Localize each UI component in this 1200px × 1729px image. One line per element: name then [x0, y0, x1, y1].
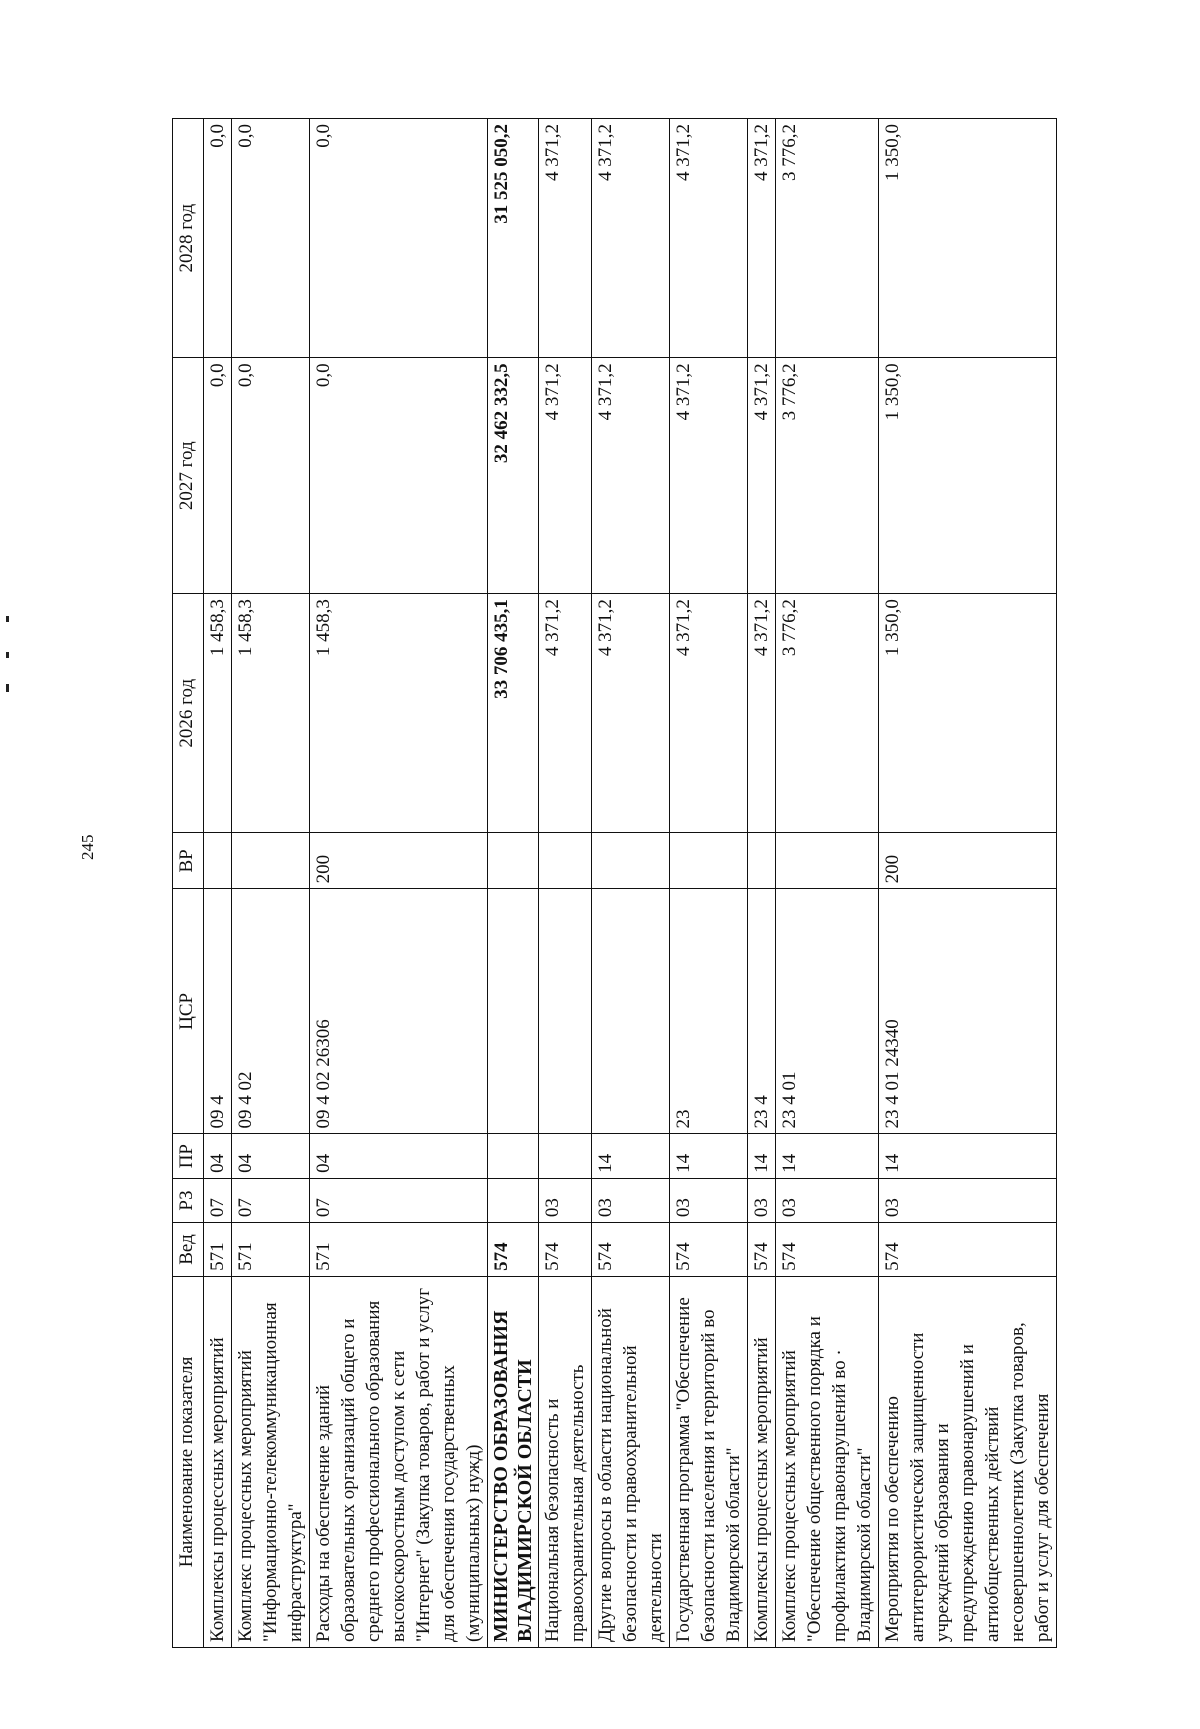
- cell-2027: 4 371,2: [539, 358, 592, 594]
- cell-2027: 3 776,2: [776, 358, 879, 594]
- header-pr: ПР: [173, 1134, 204, 1178]
- cell-2028: 4 371,2: [748, 119, 776, 358]
- cell-pr: 14: [670, 1134, 748, 1178]
- cell-name: Мероприятия по обеспечению антитеррористической защищенности учреждений образования и предупреждению правонарушений и антиобщественных действий несовершеннолетних (Закупка товаров, работ и услуг для обеспечения: [879, 1276, 1057, 1647]
- header-2027: 2027 год: [173, 358, 204, 594]
- cell-vr: [776, 833, 879, 889]
- cell-2027: 32 462 332,5: [488, 358, 539, 594]
- cell-rz: 03: [748, 1178, 776, 1222]
- cell-rz: 07: [310, 1178, 488, 1222]
- cell-rz: 07: [232, 1178, 310, 1222]
- budget-table-rotated: [172, 118, 1118, 1648]
- cell-pr: [539, 1134, 592, 1178]
- cell-csr: [488, 889, 539, 1134]
- cell-rz: 07: [204, 1178, 232, 1222]
- cell-2028: 0,0: [232, 119, 310, 358]
- cell-2027: 0,0: [204, 358, 232, 594]
- cell-ved: 574: [592, 1223, 670, 1277]
- header-2028: 2028 год: [173, 119, 204, 358]
- cell-name: Расходы на обеспечение зданий образовательных организаций общего и среднего профессионального образования высокоскоростным доступом к сети "Интернет" (Закупка товаров, работ и услуг для обеспечения государственных (муниципальных) нужд): [310, 1276, 488, 1647]
- cell-ved: 574: [776, 1223, 879, 1277]
- table-row: [879, 119, 1057, 1648]
- cell-name: Государственная программа "Обеспечение безопасности населения и территорий во Владимирской области": [670, 1276, 748, 1647]
- cell-name: Комплекс процессных мероприятий "Информационно-телекоммуникационная инфраструктура": [232, 1276, 310, 1647]
- cell-name: Комплекс процессных мероприятий "Обеспечение общественного порядка и профилактики правонарушений во · Владимирской области": [776, 1276, 879, 1647]
- cell-vr: [539, 833, 592, 889]
- cell-ved: 574: [488, 1223, 539, 1277]
- table-row: [232, 119, 310, 1648]
- cell-csr: 09 4 02 26306: [310, 889, 488, 1134]
- cell-2028: 4 371,2: [592, 119, 670, 358]
- cell-2027: 0,0: [310, 358, 488, 594]
- cell-ved: 571: [310, 1223, 488, 1277]
- cell-rz: 03: [879, 1178, 1057, 1222]
- cell-csr: 23 4 01 24340: [879, 889, 1057, 1134]
- cell-csr: 23: [670, 889, 748, 1134]
- cell-2028: 4 371,2: [670, 119, 748, 358]
- cell-name: МИНИСТЕРСТВО ОБРАЗОВАНИЯ ВЛАДИМИРСКОЙ ОБЛАСТИ: [488, 1276, 539, 1647]
- cell-pr: 14: [879, 1134, 1057, 1178]
- cell-pr: 04: [310, 1134, 488, 1178]
- header-2026: 2026 год: [173, 594, 204, 833]
- cell-vr: [204, 833, 232, 889]
- cell-pr: 04: [232, 1134, 310, 1178]
- cell-pr: [488, 1134, 539, 1178]
- cell-rz: 03: [592, 1178, 670, 1222]
- cell-csr: 09 4: [204, 889, 232, 1134]
- cell-pr: 14: [748, 1134, 776, 1178]
- cell-2026: 1 458,3: [310, 594, 488, 833]
- cell-ved: 571: [232, 1223, 310, 1277]
- cell-2027: 4 371,2: [592, 358, 670, 594]
- header-rz: РЗ: [173, 1178, 204, 1222]
- scan-mark: [6, 652, 9, 658]
- table-header-row: [173, 119, 204, 1648]
- cell-vr: [488, 833, 539, 889]
- cell-rz: [488, 1178, 539, 1222]
- cell-2026: 33 706 435,1: [488, 594, 539, 833]
- cell-csr: [592, 889, 670, 1134]
- cell-2028: 4 371,2: [539, 119, 592, 358]
- table-row-ministry: [488, 119, 539, 1648]
- cell-vr: [670, 833, 748, 889]
- cell-vr: [748, 833, 776, 889]
- cell-2026: 4 371,2: [539, 594, 592, 833]
- cell-2026: 1 350,0: [879, 594, 1057, 833]
- cell-ved: 574: [670, 1223, 748, 1277]
- cell-2026: 1 458,3: [232, 594, 310, 833]
- cell-2028: 31 525 050,2: [488, 119, 539, 358]
- cell-vr: 200: [310, 833, 488, 889]
- cell-ved: 574: [748, 1223, 776, 1277]
- cell-ved: 574: [539, 1223, 592, 1277]
- cell-ved: 571: [204, 1223, 232, 1277]
- budget-table: [172, 118, 1057, 1648]
- table-row: [592, 119, 670, 1648]
- table-row: [204, 119, 232, 1648]
- cell-2026: 3 776,2: [776, 594, 879, 833]
- header-ved: Вед: [173, 1223, 204, 1277]
- cell-2027: 0,0: [232, 358, 310, 594]
- cell-csr: [539, 889, 592, 1134]
- cell-2028: 0,0: [204, 119, 232, 358]
- cell-pr: 14: [592, 1134, 670, 1178]
- cell-2026: 1 458,3: [204, 594, 232, 833]
- cell-csr: 23 4 01: [776, 889, 879, 1134]
- header-name: Наименование показателя: [173, 1276, 204, 1647]
- cell-2026: 4 371,2: [670, 594, 748, 833]
- cell-2026: 4 371,2: [748, 594, 776, 833]
- cell-name: Другие вопросы в области национальной безопасности и правоохранительной деятельности: [592, 1276, 670, 1647]
- cell-vr: [592, 833, 670, 889]
- header-csr: ЦСР: [173, 889, 204, 1134]
- cell-2027: 4 371,2: [670, 358, 748, 594]
- table-row: [539, 119, 592, 1648]
- scan-mark: [6, 616, 9, 622]
- cell-vr: [232, 833, 310, 889]
- cell-rz: 03: [539, 1178, 592, 1222]
- cell-rz: 03: [670, 1178, 748, 1222]
- cell-pr: 04: [204, 1134, 232, 1178]
- header-vr: ВР: [173, 833, 204, 889]
- table-row: [670, 119, 748, 1648]
- cell-vr: 200: [879, 833, 1057, 889]
- cell-pr: 14: [776, 1134, 879, 1178]
- cell-rz: 03: [776, 1178, 879, 1222]
- cell-2028: 3 776,2: [776, 119, 879, 358]
- cell-ved: 574: [879, 1223, 1057, 1277]
- cell-name: Комплексы процессных мероприятий: [748, 1276, 776, 1647]
- page-number: 245: [78, 834, 97, 860]
- scan-mark: [6, 684, 9, 692]
- cell-csr: 23 4: [748, 889, 776, 1134]
- cell-2028: 0,0: [310, 119, 488, 358]
- table-row: [776, 119, 879, 1648]
- cell-2027: 1 350,0: [879, 358, 1057, 594]
- cell-2028: 1 350,0: [879, 119, 1057, 358]
- cell-name: Национальная безопасность и правоохранительная деятельность: [539, 1276, 592, 1647]
- cell-2026: 4 371,2: [592, 594, 670, 833]
- table-row: [748, 119, 776, 1648]
- cell-2027: 4 371,2: [748, 358, 776, 594]
- cell-name: Комплексы процессных мероприятий: [204, 1276, 232, 1647]
- cell-csr: 09 4 02: [232, 889, 310, 1134]
- table-row: [310, 119, 488, 1648]
